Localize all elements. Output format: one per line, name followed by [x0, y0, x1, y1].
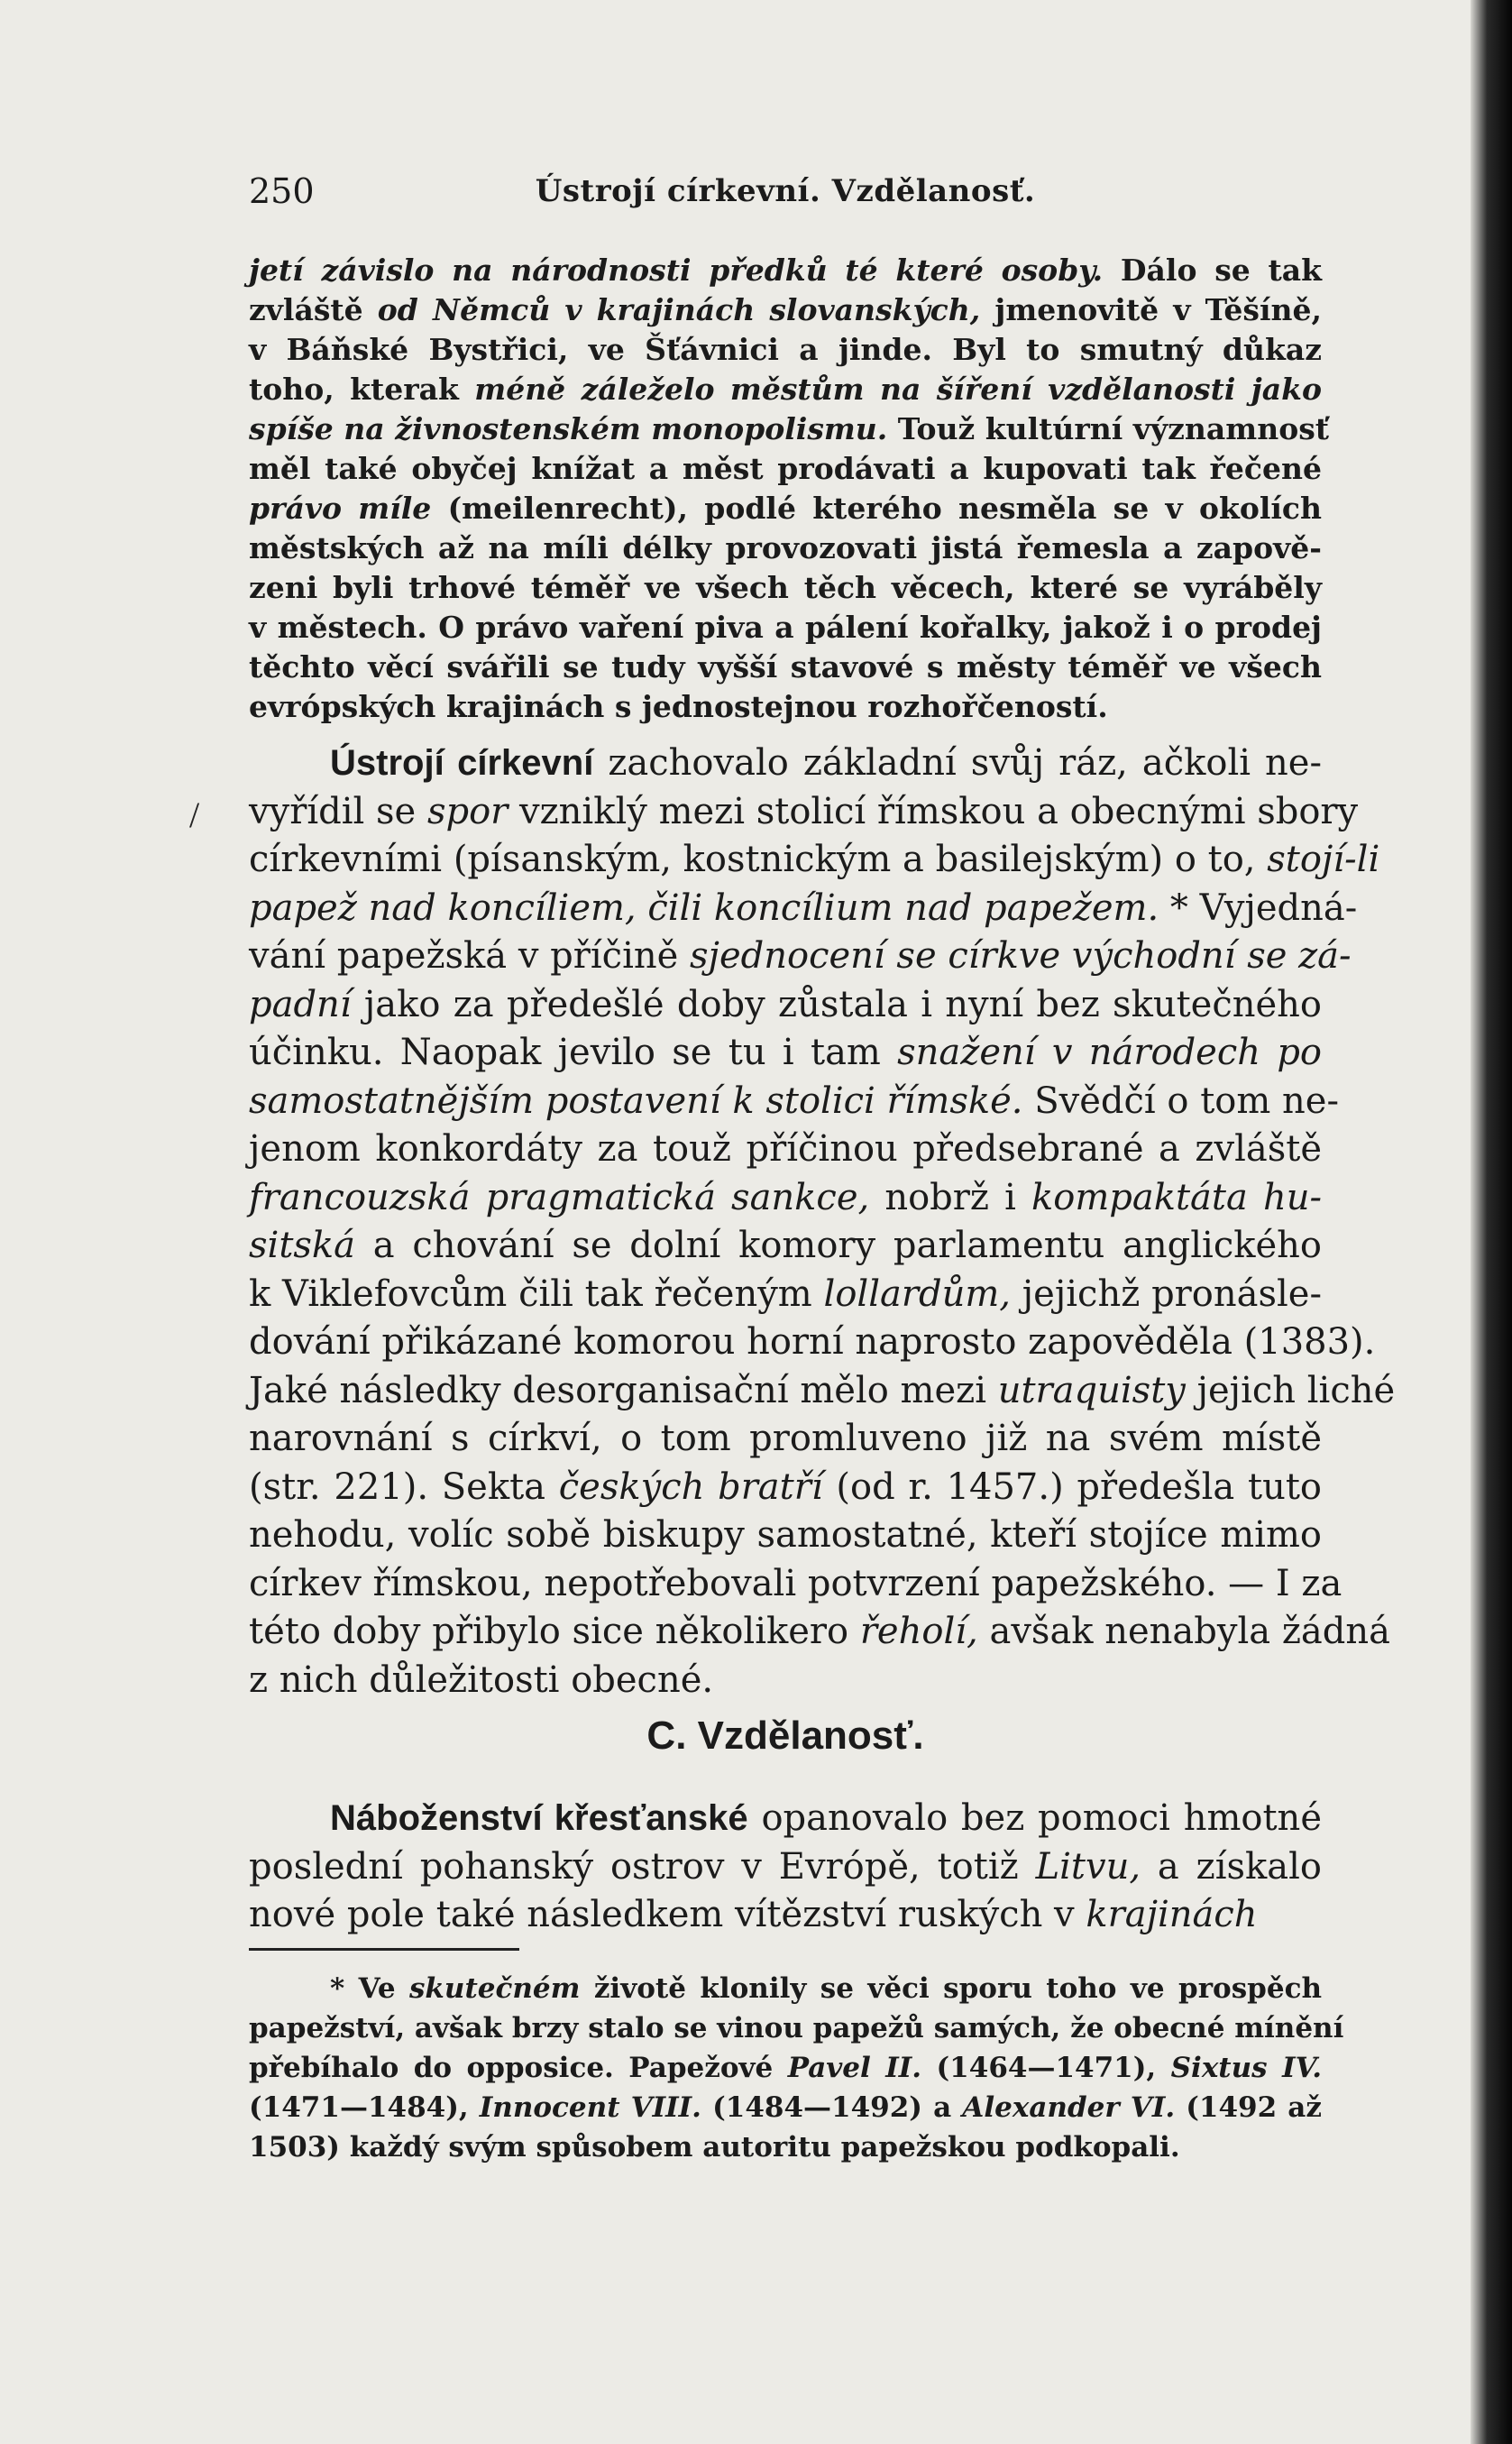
text-line: vyřídil se spor vzniklý mezi stolicí římskou a obecnými sbory: [249, 790, 1359, 832]
text-line: * Ve skutečném životě klonily se věci sporu toho ve prospěch: [330, 1972, 1322, 2005]
text-line: těchto věcí svářili se tudy vyšší stavové s městy téměř ve všech: [249, 649, 1322, 685]
footnote-rule: [249, 1948, 519, 1951]
text-line: vání papežská v příčině sjednocení se církve východní se zá-: [249, 935, 1352, 977]
text-line: poslední pohanský ostrov v Evrópě, totiž Litvu, a získalo: [249, 1845, 1322, 1888]
page-header: [249, 171, 1322, 216]
footnote: [249, 1969, 1344, 2167]
scan-edge: [1471, 0, 1512, 2444]
text-line: Náboženství křesťanské opanovalo bez pomoci hmotné: [330, 1797, 1322, 1839]
paragraph-church-structure: [249, 740, 1396, 1704]
text-line: papežství, avšak brzy stalo se vinou papežů samých, že obecné mínění: [249, 2012, 1344, 2044]
section-title: C. Vzdělanosť.: [646, 1714, 924, 1758]
text-line: v Báňské Bystřici, ve Šťávnici a jinde. Byl to smutný důkaz: [249, 332, 1322, 367]
text-line: k Viklefovcům čili tak řečeným lollardům, jejichž pronásle-: [249, 1273, 1322, 1315]
text-line: měl také obyčej knížat a měst prodávati a kupovati tak řečené: [249, 451, 1322, 486]
text-line: evrópských krajinách s jednostejnou rozhořčeností.: [249, 689, 1108, 724]
text-line: francouzská pragmatická sankce, nobrž i kompaktáta hu-: [249, 1176, 1322, 1218]
text-line: Ústrojí církevní zachovalo základní svůj ráz, ačkoli ne-: [330, 742, 1322, 784]
text-line: přebíhalo do opposice. Papežové Pavel II. (1464—1471), Sixtus IV.: [249, 2052, 1322, 2084]
text-line: (str. 221). Sekta českých bratří (od r. 1457.) předešla tuto: [249, 1465, 1322, 1508]
text-line: padní jako za předešlé doby zůstala i nyní bez skutečného: [249, 983, 1322, 1025]
text-line: jenom konkordáty za touž příčinou předsebrané a zvláště: [249, 1128, 1322, 1170]
text-line: městských až na míli délky provozovati jistá řemesla a zapově-: [249, 530, 1322, 565]
paragraph-continued: [249, 251, 1330, 727]
text-line: účinku. Naopak jevilo se tu i tam snažení v národech po: [249, 1032, 1323, 1073]
text-line: této doby přibylo sice několikero řeholí, avšak nenabyla žádná: [249, 1611, 1390, 1652]
text-line: v městech. O právo vaření piva a pálení kořalky, jakož i o prodej: [249, 610, 1322, 645]
text-line: papež nad koncíliem, čili koncílium nad papežem. * Vyjedná-: [249, 887, 1358, 929]
margin-mark: /: [189, 795, 200, 835]
text-line: toho, kterak méně záleželo městům na šíření vzdělanosti jako: [249, 372, 1322, 407]
text-line: sitská a chování se dolní komory parlamentu anglického: [249, 1225, 1322, 1266]
text-line: zeni byli trhové téměř ve všech těch věcech, které se vyráběly: [249, 570, 1322, 605]
text-line: (1471—1484), Innocent VIII. (1484—1492) a Alexander VI. (1492 až: [249, 2091, 1322, 2124]
page-number: 250: [249, 171, 315, 211]
text-line: církev římskou, nepotřebovali potvrzení papežského. — I za: [249, 1562, 1342, 1604]
running-title: Ústrojí církevní. Vzdělanosť.: [535, 173, 1036, 209]
paragraph-christianity: [249, 1795, 1322, 1940]
book-page: [249, 0, 1396, 2444]
text-line: jetí závislo na národnosti předků té které osoby. Dálo se tak: [249, 253, 1323, 288]
text-line: dování přikázané komorou horní naprosto zapověděla (1383).: [249, 1321, 1376, 1363]
text-line: spíše na živnostenském monopolismu. Touž kultúrní významnosť: [249, 411, 1330, 446]
text-line: zvláště od Němců v krajinách slovanských, jmenovitě v Těšíně,: [249, 292, 1322, 327]
text-line: samostatnějším postavení k stolici římské. Svědčí o tom ne-: [249, 1080, 1339, 1122]
text-line: nové pole také následkem vítězství ruských v krajinách: [249, 1894, 1258, 1935]
text-line: narovnání s církví, o tom promluveno již na svém místě: [249, 1418, 1322, 1459]
text-line: Jaké následky desorganisační mělo mezi utraquisty jejich liché: [249, 1369, 1396, 1411]
text-line: z nich důležitosti obecné.: [249, 1658, 714, 1701]
text-line: 1503) každý svým spůsobem autoritu papežskou podkopali.: [249, 2131, 1180, 2164]
text-line: nehodu, volíc sobě biskupy samostatné, kteří stojíce mimo: [249, 1514, 1322, 1556]
text-line: církevními (písanským, kostnickým a basilejským) o to, stojí-li: [249, 839, 1380, 880]
text-line: právo míle (meilenrecht), podlé kterého nesměla se v okolích: [249, 491, 1322, 526]
